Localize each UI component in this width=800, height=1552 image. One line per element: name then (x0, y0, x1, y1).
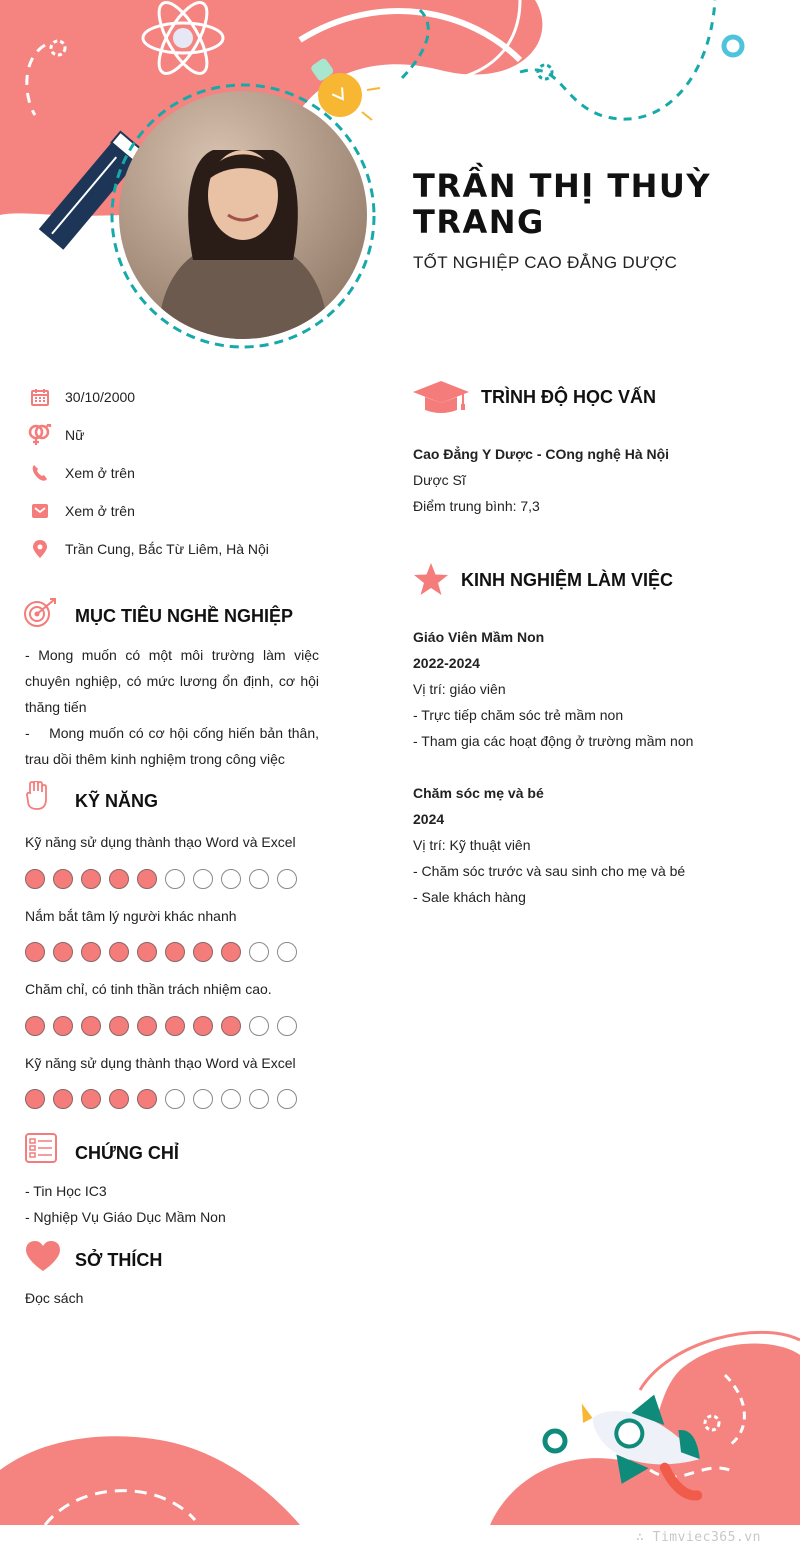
skill-rating (25, 869, 305, 889)
calendar-icon (28, 385, 52, 409)
skill-dot-empty (193, 869, 213, 889)
skill-label: Kỹ năng sử dụng thành thạo Word và Excel (25, 1055, 296, 1071)
skill-dot-filled (165, 942, 185, 962)
skill-rating (25, 1089, 305, 1109)
skill-label: Nắm bắt tâm lý người khác nhanh (25, 908, 237, 924)
certificate-icon (25, 1133, 57, 1163)
skill-dot-filled (81, 942, 101, 962)
skill-dot-empty (193, 1089, 213, 1109)
job-task: - Trực tiếp chăm sóc trẻ mầm non (413, 707, 624, 723)
job-task: - Sale khách hàng (413, 889, 526, 905)
job-company: Giáo Viên Mầm Non (413, 629, 545, 645)
skill-dot-filled (25, 1089, 45, 1109)
skill-label: Kỹ năng sử dụng thành thạo Word và Excel (25, 834, 296, 850)
skill-dot-empty (221, 869, 241, 889)
watermark: ∴ Timviec365.vn (636, 1530, 761, 1545)
email-icon (28, 499, 52, 523)
skill-dot-filled (193, 942, 213, 962)
skill-dot-filled (25, 1016, 45, 1036)
skill-dot-filled (53, 1089, 73, 1109)
skill-label: Chăm chỉ, có tinh thần trách nhiệm cao. (25, 981, 272, 997)
skill-rating (25, 1016, 305, 1036)
address-text: Trần Cung, Bắc Từ Liêm, Hà Nội (65, 541, 269, 557)
skill-dot-filled (25, 869, 45, 889)
certificates-title: CHỨNG CHỈ (75, 1143, 179, 1163)
skill-dot-empty (249, 1016, 269, 1036)
gender-text: Nữ (65, 427, 85, 443)
job-task: - Chăm sóc trước và sau sinh cho mẹ và bé (413, 863, 686, 879)
location-icon (28, 537, 52, 561)
education-title: TRÌNH ĐỘ HỌC VẤN (481, 387, 656, 407)
skill-dot-empty (277, 1089, 297, 1109)
gender-icon (28, 423, 52, 447)
skill-dot-empty (221, 1089, 241, 1109)
skill-dot-filled (221, 942, 241, 962)
skill-dot-filled (109, 942, 129, 962)
hand-icon (26, 781, 48, 811)
skill-dot-filled (81, 1016, 101, 1036)
skill-dot-filled (137, 869, 157, 889)
email-text[interactable]: Xem ở trên (65, 503, 135, 519)
skill-dot-filled (81, 869, 101, 889)
objective-line-1: - Mong muốn có một môi trường làm việc chuyên nghiệp, có mức lương ổn định, cơ hội thăng tiến (25, 647, 319, 715)
contact-address (28, 537, 348, 561)
skill-dot-filled (109, 1089, 129, 1109)
contact-birthday (28, 385, 348, 409)
skill-dot-filled (137, 1089, 157, 1109)
contact-gender (28, 423, 348, 447)
skill-dot-filled (109, 869, 129, 889)
skill-dot-filled (221, 1016, 241, 1036)
experience-job (413, 780, 773, 910)
skill-dot-filled (137, 1016, 157, 1036)
education-school: Cao Đẳng Y Dược - COng nghệ Hà Nội (413, 446, 670, 462)
skill-dot-empty (277, 942, 297, 962)
certificate-item: - Nghiệp Vụ Giáo Dục Mầm Non (25, 1209, 226, 1225)
skill-dot-filled (165, 1016, 185, 1036)
skill-dot-filled (53, 869, 73, 889)
skill-dot-empty (165, 869, 185, 889)
birthday-text: 30/10/2000 (65, 389, 136, 405)
contact-email (28, 499, 348, 523)
job-position: Vị trí: Kỹ thuật viên (413, 837, 531, 853)
candidate-title: TỐT NGHIỆP CAO ĐẲNG DƯỢC (413, 253, 678, 272)
certificates-list (25, 1178, 319, 1230)
experience-job (413, 624, 773, 754)
skill-dot-filled (109, 1016, 129, 1036)
skill-dot-empty (249, 1089, 269, 1109)
objective-line-2: - Mong muốn có cơ hội cống hiến bản thân, trau dồi thêm kinh nghiệm trong công việc (25, 725, 323, 767)
objective-title: MỤC TIÊU NGHỀ NGHIỆP (75, 606, 294, 626)
skill-dot-filled (53, 1016, 73, 1036)
skill-dot-empty (249, 869, 269, 889)
heart-icon (25, 1240, 61, 1272)
phone-icon (28, 461, 52, 485)
job-period: 2024 (413, 811, 445, 827)
skill-dot-filled (193, 1016, 213, 1036)
job-task: - Tham gia các hoạt động ở trường mầm non (413, 733, 694, 749)
skill-dot-empty (165, 1089, 185, 1109)
education-entry (413, 441, 773, 519)
skill-dot-empty (277, 869, 297, 889)
star-icon (413, 562, 449, 596)
target-icon (24, 598, 58, 628)
candidate-name: TRẦN THỊ THUỲ TRANG (413, 167, 712, 241)
avatar (118, 90, 368, 340)
objective-text (25, 642, 323, 772)
phone-text[interactable]: Xem ở trên (65, 465, 135, 481)
education-major: Dược Sĩ (413, 472, 466, 488)
skill-dot-filled (137, 942, 157, 962)
skill-dot-filled (25, 942, 45, 962)
job-period: 2022-2024 (413, 655, 480, 671)
hobbies-text: Đọc sách (25, 1290, 84, 1306)
job-company: Chăm sóc mẹ và bé (413, 785, 544, 801)
experience-title: KINH NGHIỆM LÀM VIỆC (461, 570, 674, 590)
skills-title: KỸ NĂNG (75, 791, 159, 811)
hobbies-title: SỞ THÍCH (75, 1250, 163, 1270)
job-position: Vị trí: giáo viên (413, 681, 506, 697)
skill-dot-empty (277, 1016, 297, 1036)
skill-dot-filled (81, 1089, 101, 1109)
footer-decoration (0, 1320, 800, 1552)
skill-rating (25, 942, 305, 962)
contact-phone (28, 461, 348, 485)
graduation-cap-icon (413, 380, 469, 414)
skill-dot-filled (53, 942, 73, 962)
education-gpa: Điểm trung bình: 7,3 (413, 498, 540, 514)
certificate-item: - Tin Học IC3 (25, 1183, 107, 1199)
skill-dot-empty (249, 942, 269, 962)
